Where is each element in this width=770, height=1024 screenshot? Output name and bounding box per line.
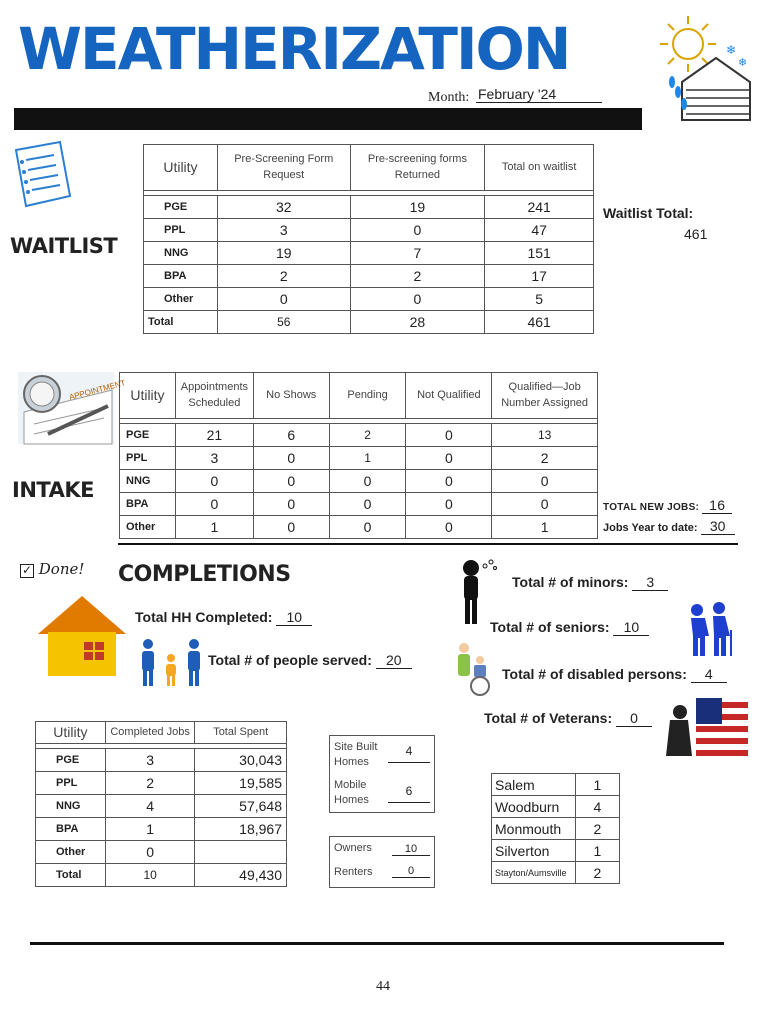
row-label: Total [36, 864, 106, 887]
jobs-ytd-label: Jobs Year to date: [603, 522, 698, 534]
row-label: NNG [144, 242, 218, 265]
city-count: 1 [575, 840, 619, 862]
cell: 0 [406, 493, 492, 516]
waitlist-header-row [144, 145, 594, 191]
table-row [120, 493, 598, 516]
waitlist-total-label: Waitlist Total: [603, 205, 694, 221]
seniors-icon [683, 602, 733, 658]
table-row [144, 219, 594, 242]
svg-text:❄: ❄ [738, 57, 748, 69]
wheelchair-icon [452, 640, 496, 696]
month-label: Month: [428, 90, 470, 105]
people-served-label: Total # of people served: [208, 652, 372, 668]
cell: 0 [253, 516, 329, 539]
ownership-value: 0 [392, 865, 430, 878]
header-divider-bar [14, 108, 642, 130]
cell: 0 [175, 493, 253, 516]
veterans-value: 0 [616, 710, 652, 727]
col-header: Pre-screening forms Returned [350, 145, 485, 191]
table-row [120, 470, 598, 493]
table-row [144, 288, 594, 311]
row-label: BPA [144, 265, 218, 288]
footer-divider [30, 942, 724, 945]
row-label: Total [144, 311, 218, 334]
total-new-jobs-value: 16 [702, 497, 732, 514]
cell: 2 [350, 265, 485, 288]
city-name: Stayton/Aumsville [492, 862, 576, 884]
waitlist-section-title: WAITLIST [10, 234, 118, 258]
ownership-label: Owners [334, 842, 372, 854]
city-count: 1 [575, 774, 619, 796]
intake-table [119, 372, 598, 539]
cell: 19,585 [195, 772, 287, 795]
row-label: NNG [36, 795, 106, 818]
cell: 3 [175, 447, 253, 470]
hh-completed [135, 609, 312, 626]
cell [195, 841, 287, 864]
weather-house-icon [652, 10, 762, 120]
table-row [120, 516, 598, 539]
cell: 3 [217, 219, 350, 242]
table-row [120, 424, 598, 447]
table-row [144, 265, 594, 288]
cell: 0 [329, 516, 406, 539]
row-label: PGE [144, 196, 218, 219]
cell: 0 [406, 516, 492, 539]
house-icon [36, 592, 128, 678]
city-name: Woodburn [492, 796, 576, 818]
ownership-label: Renters [334, 866, 373, 878]
minors-value: 3 [632, 574, 668, 591]
cell: 30,043 [195, 749, 287, 772]
row-label: BPA [120, 493, 176, 516]
cell: 1 [492, 516, 598, 539]
table-row [144, 196, 594, 219]
month-value: February '24 [476, 86, 602, 103]
done-note [20, 560, 84, 578]
table-row [492, 862, 620, 884]
table-row [120, 447, 598, 470]
cell: 461 [485, 311, 594, 334]
cell: 0 [253, 493, 329, 516]
cell: 19 [350, 196, 485, 219]
cell: 0 [217, 288, 350, 311]
col-header: Total on waitlist [485, 145, 594, 191]
done-text: Done! [38, 560, 85, 578]
city-count: 4 [575, 796, 619, 818]
cell: 241 [485, 196, 594, 219]
svg-text:APPOINTMENT: APPOINTMENT [68, 378, 127, 402]
cell: 1 [329, 447, 406, 470]
cell: 0 [406, 447, 492, 470]
col-header: Utility [36, 722, 106, 744]
ownership-box [329, 836, 435, 888]
table-row [492, 818, 620, 840]
waitlist-table [143, 144, 594, 334]
cell: 32 [217, 196, 350, 219]
people-served [208, 652, 412, 669]
col-header: Pre-Screening Form Request [217, 145, 350, 191]
row-label: PPL [36, 772, 106, 795]
table-row [36, 818, 287, 841]
cell: 2 [105, 772, 195, 795]
svg-text:❄: ❄ [726, 43, 737, 57]
disabled-value: 4 [691, 666, 727, 683]
cell: 1 [175, 516, 253, 539]
row-label: PGE [36, 749, 106, 772]
city-name: Monmouth [492, 818, 576, 840]
col-header: Total Spent [195, 722, 287, 744]
veterans-count [484, 710, 652, 727]
row-label: BPA [36, 818, 106, 841]
cell: 4 [105, 795, 195, 818]
cell: 19 [217, 242, 350, 265]
jobs-year-to-date [603, 518, 735, 535]
cell: 0 [406, 470, 492, 493]
jobs-ytd-value: 30 [701, 518, 735, 535]
col-header: Utility [120, 373, 176, 419]
cell: 0 [329, 470, 406, 493]
table-row [36, 795, 287, 818]
col-header: Qualified—Job Number Assigned [492, 373, 598, 419]
cell: 49,430 [195, 864, 287, 887]
table-row [36, 772, 287, 795]
hh-completed-value: 10 [276, 609, 312, 626]
col-header: Utility [144, 145, 218, 191]
minors-count [512, 574, 668, 591]
city-name: Salem [492, 774, 576, 796]
cell: 151 [485, 242, 594, 265]
col-header: Pending [329, 373, 406, 419]
disabled-label: Total # of disabled persons: [502, 666, 687, 682]
cell: 28 [350, 311, 485, 334]
housing-label: Mobile Homes [334, 779, 369, 807]
row-label: Other [144, 288, 218, 311]
col-header: Not Qualified [406, 373, 492, 419]
cell: 17 [485, 265, 594, 288]
housing-label: Site Built Homes [334, 741, 378, 769]
col-header: Completed Jobs [105, 722, 195, 744]
cell: 7 [350, 242, 485, 265]
veterans-label: Total # of Veterans: [484, 710, 613, 726]
cell: 0 [492, 470, 598, 493]
cell: 13 [492, 424, 598, 447]
cell: 2 [492, 447, 598, 470]
housing-value: 4 [388, 744, 430, 763]
page-title: WEATHERIZATION [18, 15, 570, 83]
cities-table [491, 773, 620, 884]
disabled-persons-count [502, 666, 727, 683]
cell: 0 [253, 470, 329, 493]
table-row [492, 796, 620, 818]
cell: 0 [492, 493, 598, 516]
cell: 0 [253, 447, 329, 470]
cell: 0 [350, 288, 485, 311]
veteran-flag-icon [666, 698, 748, 756]
city-count: 2 [575, 862, 619, 884]
seniors-count [490, 619, 649, 636]
page-number: 44 [376, 979, 390, 994]
appointment-pen-watch-icon [14, 368, 127, 448]
people-served-value: 20 [376, 652, 412, 669]
cell: 21 [175, 424, 253, 447]
col-header: No Shows [253, 373, 329, 419]
intake-header-row [120, 373, 598, 419]
cell: 1 [105, 818, 195, 841]
cell: 6 [253, 424, 329, 447]
intake-section-title: INTAKE [12, 478, 94, 502]
cell: 2 [217, 265, 350, 288]
row-label: Other [36, 841, 106, 864]
total-new-jobs-label: TOTAL NEW JOBS: [603, 502, 700, 513]
cell: 57,648 [195, 795, 287, 818]
cell: 5 [485, 288, 594, 311]
cell: 0 [406, 424, 492, 447]
clipboard-list-icon [10, 140, 74, 214]
total-new-jobs [603, 497, 732, 514]
cell: 0 [350, 219, 485, 242]
cell: 10 [105, 864, 195, 887]
table-row [36, 841, 287, 864]
completions-header-row [36, 722, 287, 744]
table-row [144, 242, 594, 265]
section-divider [118, 543, 738, 545]
table-row [36, 749, 287, 772]
cell: 3 [105, 749, 195, 772]
housing-type-box [329, 735, 435, 813]
cell: 0 [175, 470, 253, 493]
minors-label: Total # of minors: [512, 574, 629, 590]
col-header: Appointments Scheduled [175, 373, 253, 419]
completions-table [35, 721, 287, 887]
cell: 47 [485, 219, 594, 242]
housing-value: 6 [388, 784, 430, 803]
cell: 56 [217, 311, 350, 334]
ownership-value: 10 [392, 843, 430, 856]
child-silhouette-icon [455, 556, 501, 628]
seniors-value: 10 [613, 619, 649, 636]
checkbox-checked-icon: ✓ [21, 563, 33, 577]
seniors-label: Total # of seniors: [490, 619, 610, 635]
table-total-row [36, 864, 287, 887]
row-label: NNG [120, 470, 176, 493]
city-count: 2 [575, 818, 619, 840]
row-label: PGE [120, 424, 176, 447]
row-label: Other [120, 516, 176, 539]
cell: 18,967 [195, 818, 287, 841]
table-row [492, 840, 620, 862]
family-icon [138, 638, 204, 688]
row-label: PPL [144, 219, 218, 242]
cell: 2 [329, 424, 406, 447]
waitlist-total-value: 461 [684, 226, 708, 242]
row-label: PPL [120, 447, 176, 470]
table-row [492, 774, 620, 796]
city-name: Silverton [492, 840, 576, 862]
hh-completed-label: Total HH Completed: [135, 609, 273, 625]
cell: 0 [329, 493, 406, 516]
table-total-row [144, 311, 594, 334]
cell: 0 [105, 841, 195, 864]
completions-section-title: COMPLETIONS [118, 562, 291, 587]
